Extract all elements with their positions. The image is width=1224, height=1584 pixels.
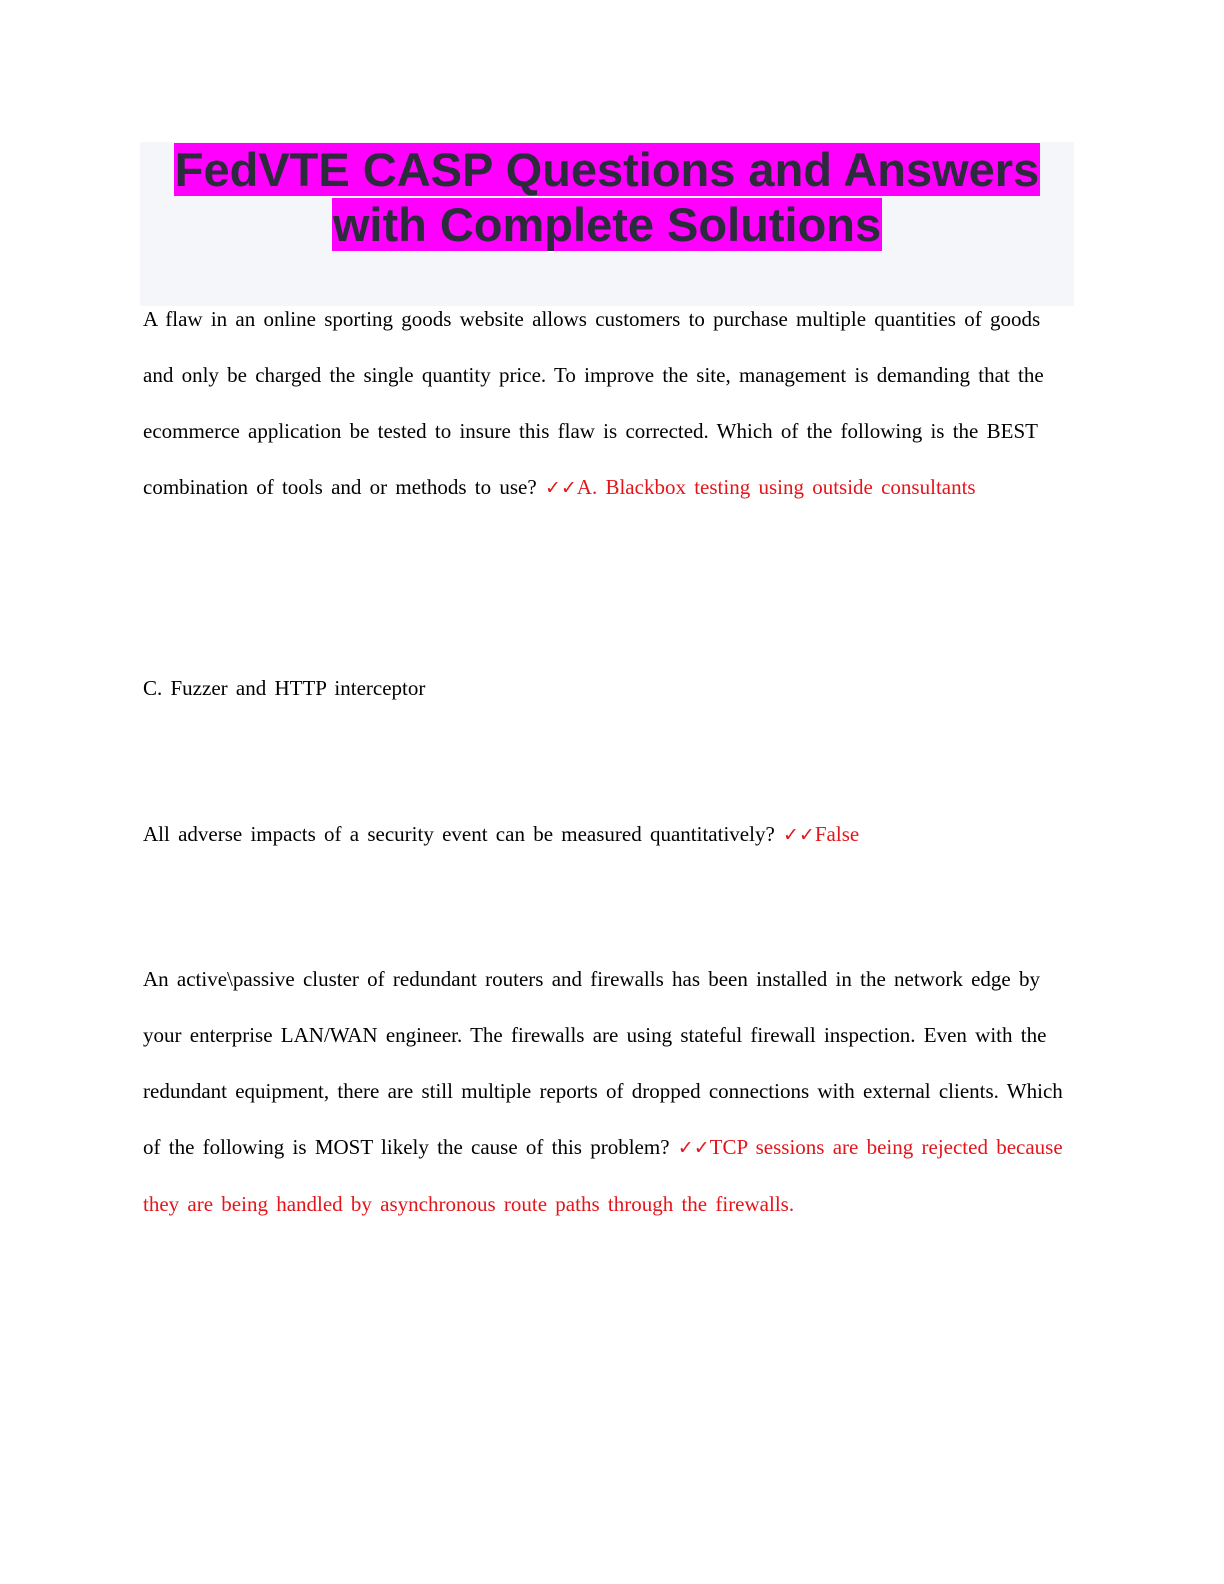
question-block-2 [143,806,1063,863]
option-text: C. Fuzzer and HTTP interceptor [143,676,426,700]
title-line-2: with Complete Solutions [332,198,882,251]
answer-text: TCP sessions are being rejected because they are being handled by asynchronous route paths through the firewalls. [143,1135,1063,1216]
question-text: An active\passive cluster of redundant routers and firewalls has been installed in the network edge by your enterprise LAN/WAN engineer. The firewalls are using stateful firewall inspection. Even with the redundant equipment, there are still multiple reports of dropped connections with external clients. Which of the following is MOST likely the cause of this problem? [143,967,1063,1159]
question-text: All adverse impacts of a security event can be measured quantitatively? [143,822,775,846]
answer-text: False [814,822,860,846]
question-text: A flaw in an online sporting goods website allows customers to purchase multiple quantities of goods and only be charged the single quantity price. To improve the site, management is demanding that the ecommerce application be tested to insure this flaw is corrected. Which of the following is the BEST combination of tools and or methods to use? [143,307,1044,499]
answer-text: A. Blackbox testing using outside consultants [576,475,976,499]
double-check-icon: ✓✓ [677,1137,710,1159]
option-line [143,660,1063,716]
page-title [140,142,1074,252]
question-block-3 [143,951,1063,1232]
double-check-icon: ✓✓ [544,477,577,499]
question-block-1 [143,291,1063,516]
double-check-icon: ✓✓ [783,824,815,846]
title-line-1: FedVTE CASP Questions and Answers [174,143,1040,196]
